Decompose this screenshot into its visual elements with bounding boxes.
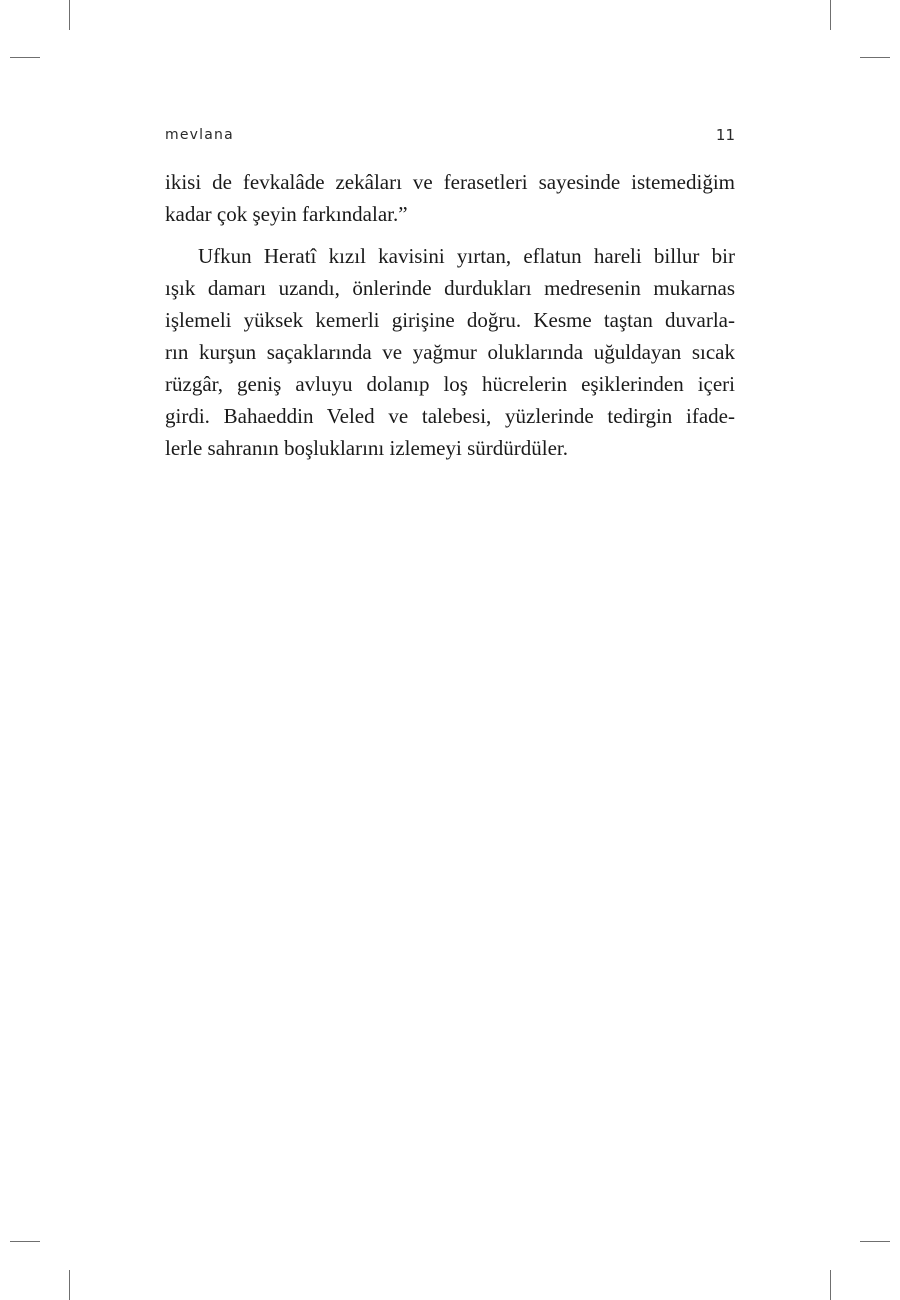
crop-mark-bottom-right [830,1270,831,1300]
paragraph-1 [165,166,735,230]
page-number: 11 [715,126,735,144]
crop-mark-right-top [860,57,890,58]
paragraph-line: Ufkun Heratî kızıl kavisini yırtan, eflatun hareli billur bir [198,244,735,268]
paragraph-line: lerle sahranın boşluklarını izlemeyi sürdürdüler. [165,436,568,460]
crop-mark-top-right [830,0,831,30]
paragraph-line: kadar çok şeyin farkındalar.” [165,202,408,226]
paragraph-line: girdi. Bahaeddin Veled ve talebesi, yüzlerinde tedirgin ifade- [165,404,735,428]
running-title: mevlana [165,127,234,143]
paragraph-line: ikisi de fevkalâde zekâları ve ferasetleri sayesinde istemediğim [165,170,735,194]
crop-mark-right-bottom [860,1241,890,1242]
body-text [165,166,735,464]
crop-mark-top-left [69,0,70,30]
paragraph-spacer [165,230,735,240]
paragraph-line: rın kurşun saçaklarında ve yağmur oluklarında uğuldayan sıcak [165,340,735,364]
crop-mark-left-top [10,57,40,58]
paragraph-line: işlemeli yüksek kemerli girişine doğru. Kesme taştan duvarla- [165,308,735,332]
crop-mark-bottom-left [69,1270,70,1300]
paragraph-line: rüzgâr, geniş avluyu dolanıp loş hücrelerin eşiklerinden içeri [165,372,735,396]
paragraph-2 [165,240,735,464]
crop-mark-left-bottom [10,1241,40,1242]
paragraph-line: ışık damarı uzandı, önlerinde durdukları medresenin mukarnas [165,276,735,300]
